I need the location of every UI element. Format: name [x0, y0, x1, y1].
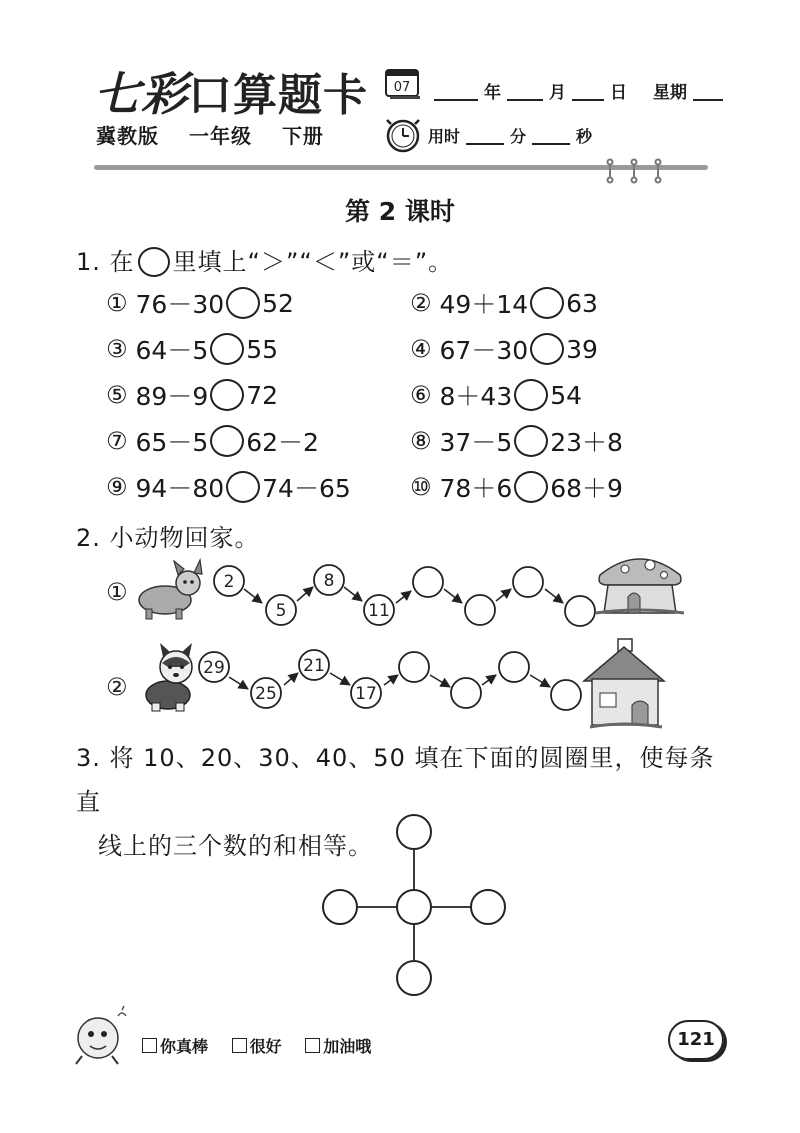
compare-item: ⑧ 37－5 23＋8 — [410, 427, 623, 457]
q2-number-chains — [0, 555, 800, 735]
answer-circle[interactable] — [226, 287, 260, 319]
brand-title — [94, 68, 368, 122]
answer-circle[interactable] — [513, 567, 543, 597]
mushroom-house-icon — [596, 559, 684, 613]
answer-circle[interactable] — [226, 471, 260, 503]
husky-dog-icon — [146, 643, 192, 711]
q2-row2-chain — [199, 650, 581, 710]
lesson-title: 第 2 课时 — [345, 197, 455, 226]
option-great[interactable]: 你真棒 — [142, 1037, 208, 1056]
chain-value: 25 — [255, 684, 277, 704]
day-label: 日 — [610, 83, 627, 103]
q3-title-line1: 3. 将 10、20、30、40、50 填在下面的圆圈里，使每条直 — [76, 744, 715, 816]
page-number: 121 — [668, 1020, 724, 1060]
answer-circle[interactable] — [551, 680, 581, 710]
corgi-dog-icon — [139, 560, 202, 619]
edition-publisher: 冀教版 — [96, 124, 159, 148]
answer-circle[interactable] — [413, 567, 443, 597]
edition-grade: 一年级 — [188, 124, 252, 148]
answer-circle[interactable] — [397, 961, 431, 995]
compare-item: ⑤ 89－9 72 — [106, 380, 279, 411]
year-label: 年 — [484, 83, 501, 103]
answer-circle[interactable] — [499, 652, 529, 682]
answer-circle[interactable] — [210, 425, 244, 457]
compare-item: ⑩ 78＋6 68＋9 — [410, 473, 623, 503]
q2-title: 2. 小动物回家。 — [76, 524, 260, 552]
q1-title-pre: 1. 在 — [76, 248, 135, 276]
answer-circle[interactable] — [514, 471, 548, 503]
q3-title-line2: 线上的三个数的和相等。 — [98, 832, 373, 860]
chain-value: 5 — [275, 601, 287, 621]
calendar-icon — [384, 66, 422, 100]
brand-qi: 七彩 — [94, 67, 188, 121]
edition-volume: 下册 — [281, 124, 324, 148]
answer-circle[interactable] — [514, 379, 548, 411]
date-line — [428, 78, 729, 103]
second-blank[interactable] — [532, 143, 570, 145]
chain-value: 21 — [303, 656, 325, 676]
time-line — [428, 124, 592, 147]
answer-circle[interactable] — [397, 815, 431, 849]
chain-value: 11 — [368, 601, 390, 621]
minute-label: 分 — [510, 127, 527, 146]
q1-title — [76, 242, 453, 277]
day-blank[interactable] — [572, 99, 604, 101]
compare-item: ① 76－30 52 — [106, 288, 294, 319]
compare-item: ⑥ 8＋43 54 — [410, 380, 583, 411]
compare-item: ⑨ 94－80 74－65 — [106, 473, 351, 503]
chain-value: 29 — [203, 658, 225, 678]
minute-blank[interactable] — [466, 143, 504, 145]
checkbox[interactable] — [142, 1038, 157, 1053]
compare-item: ⑦ 65－5 62－2 — [106, 427, 319, 457]
answer-circle[interactable] — [565, 596, 595, 626]
q2-row1-chain — [214, 565, 595, 626]
brand-name: 口算题卡 — [188, 70, 368, 121]
clock-icon — [384, 116, 424, 154]
answer-circle[interactable] — [210, 333, 244, 365]
answer-circle[interactable] — [451, 678, 481, 708]
answer-circle-icon — [138, 247, 170, 277]
chain-value: 8 — [323, 571, 335, 591]
answer-circle[interactable] — [530, 287, 564, 319]
q2-row1-num: ① — [106, 578, 128, 606]
compare-item: ② 49＋14 63 — [410, 288, 598, 319]
answer-circle[interactable] — [465, 595, 495, 625]
compare-item: ③ 64－5 55 — [106, 334, 279, 365]
option-good[interactable]: 很好 — [232, 1037, 282, 1056]
checkbox[interactable] — [305, 1038, 320, 1053]
month-label: 月 — [549, 83, 566, 103]
answer-circle[interactable] — [530, 333, 564, 365]
self-assessment — [142, 1034, 389, 1057]
weekday-blank[interactable] — [693, 99, 723, 101]
answer-circle[interactable] — [514, 425, 548, 457]
chain-value: 17 — [355, 684, 377, 704]
year-blank[interactable] — [434, 99, 478, 101]
answer-circle[interactable] — [399, 652, 429, 682]
rule-decoration-icon — [600, 158, 670, 184]
answer-circle[interactable] — [471, 890, 505, 924]
answer-circle[interactable] — [323, 890, 357, 924]
chain-value: 2 — [223, 572, 235, 592]
q2-row2-num: ② — [106, 673, 128, 701]
mascot-icon — [68, 1004, 132, 1066]
checkbox[interactable] — [232, 1038, 247, 1053]
month-blank[interactable] — [507, 99, 543, 101]
answer-circle[interactable] — [210, 379, 244, 411]
cottage-house-icon — [584, 639, 664, 727]
compare-item: ④ 67－30 39 — [410, 334, 598, 365]
time-label: 用时 — [428, 127, 461, 146]
calendar-day-text: 07 — [393, 80, 411, 95]
option-keep-going[interactable]: 加油哦 — [305, 1037, 371, 1056]
q1-title-post: 里填上“＞”“＜”或“＝”。 — [172, 248, 454, 276]
weekday-label: 星期 — [653, 83, 687, 103]
second-label: 秒 — [576, 127, 593, 146]
edition-line — [96, 120, 346, 149]
answer-circle[interactable] — [397, 890, 431, 924]
q3-cross-diagram — [300, 810, 520, 1000]
